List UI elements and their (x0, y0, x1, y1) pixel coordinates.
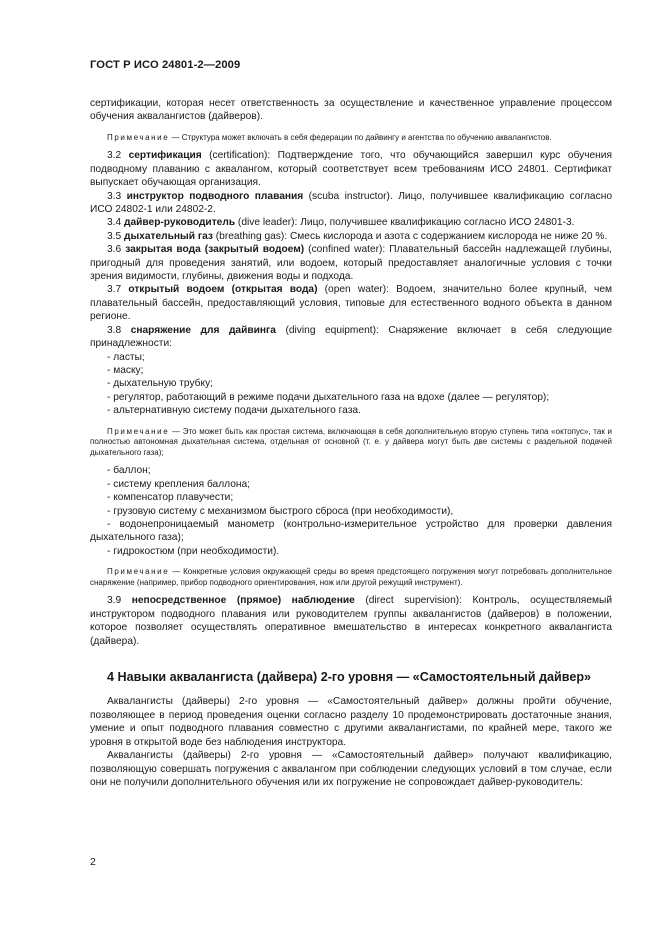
section-heading: 4 Навыки аквалангиста (дайвера) 2-го уровня — «Самостоятельный дайвер» (107, 669, 592, 684)
list-item: - систему крепления баллона; (107, 478, 250, 490)
definition-3-8: 3.8 снаряжение для дайвинга (diving equipment): Снаряжение включает в себя следующие принадлежности: (90, 324, 612, 350)
term: дыхательный газ (124, 230, 213, 242)
note-2 (90, 427, 612, 459)
note-1 (90, 133, 612, 144)
section-paragraph: Аквалангисты (дайверы) 2-го уровня — «Самостоятельный дайвер» должны пройти обучение, позволяющее в период проведения оценки согласно разделу 10 продемонстрировать достаточные знания, умение и опыт подводного плавания совместно с другими аквалангистами, по крайней мере, такого же уровня в открытой воде без наблюдения инструктора. (90, 696, 612, 748)
term: снаряжение для дайвинга (130, 324, 276, 336)
document-body (90, 97, 612, 789)
definition-3-4: 3.4 дайвер-руководитель (dive leader): Лицо, получившее квалификацию согласно ИСО 24801-3. (107, 217, 575, 229)
definition-3-3: 3.3 инструктор подводного плавания (scuba instructor). Лицо, получившее квалификацию согласно ИСО 24802-1 или 24802-2. (90, 190, 612, 216)
list-item: - баллон; (107, 465, 151, 477)
term: дайвер-руководитель (124, 217, 236, 229)
document-header: ГОСТ Р ИСО 24801-2—2009 (90, 59, 241, 71)
list-item: - компенсатор плавучести; (107, 492, 234, 504)
note-label: Примечание (107, 567, 170, 577)
term: открытый водоем (открытая вода) (128, 284, 318, 296)
term: сертификация (128, 150, 202, 162)
note-label: Примечание (107, 132, 170, 142)
definition-3-2: 3.2 сертификация (certification): Подтверждение того, что обучающийся завершил курс обучения подводному плаванию с аквалангом, который соответствует всем требованиям ИСО 24801. Сертификат выпускает обучающая организация. (90, 150, 612, 189)
list-item: - водонепроницаемый манометр (контрольно-измерительное устройство для проверки давления дыхательного газа); (90, 518, 612, 544)
section-paragraph: Аквалангисты (дайверы) 2-го уровня — «Самостоятельный дайвер» получают квалификацию, позволяющую совершать погружения с аквалангом при соблюдении следующих условий в том случае, если они не получили дополнительного обучения или их погружение не сопровождает дайвер-руководитель: (90, 750, 612, 788)
note-label: Примечание (107, 426, 170, 436)
list-item: - грузовую систему с механизмом быстрого сброса (при необходимости), (107, 505, 454, 517)
definition-3-7: 3.7 открытый водоем (открытая вода) (open water): Водоем, значительно более крупный, чем плавательный бассейн, предоставляющий условия, типовые для естественного водного объекта в данном регионе. (90, 284, 612, 323)
note-text: — Это может быть как простая система, включающая в себя дополнительную вторую ступень типа «октопус», так и полностью автономная дыхательная система, отдельная от основной (т. е. у дайвера могут быть две системы с раздельной подачей дыхательного газа); (90, 426, 612, 457)
term: инструктор подводного плавания (126, 190, 304, 202)
page-number: 2 (90, 856, 96, 868)
list-item: - дыхательную трубку; (107, 378, 213, 390)
note-3 (90, 567, 612, 588)
note-text: — Структура может включать в себя федерации по дайвингу и агентства по обучению аквалангистов. (169, 132, 552, 142)
list-item: - альтернативную систему подачи дыхательного газа. (107, 405, 361, 417)
definition-3-9: 3.9 непосредственное (прямое) наблюдение (direct supervision): Контроль, осуществляемый инструктором подводного плавания или руководителем группы аквалангистов (дайверов) в положении, которое позволяет осуществлять оперативное вмешательство в интересах конкретного аквалангиста (дайвера). (90, 595, 613, 647)
intro-paragraph: сертификации, которая несет ответственность за осуществление и качественное управление процессом обучения аквалангистов (дайверов). (90, 98, 612, 123)
list-item: - регулятор, работающий в режиме подачи дыхательного газа на вдохе (далее — регулятор); (107, 391, 550, 403)
note-text: — Конкретные условия окружающей среды во время предстоящего погружения могут потребовать дополнительное снаряжение (например, прибор подводного ориентирования, нож или другой режущий инструмент). (90, 567, 612, 587)
list-item: - маску; (107, 364, 144, 376)
term: закрытая вода (закрытый водоем) (125, 244, 305, 256)
list-item: - ласты; (107, 351, 145, 363)
definition-3-6: 3.6 закрытая вода (закрытый водоем) (confined water): Плавательный бассейн надлежащей глубины, пригодный для проведения занятий, или водоем, который предоставляет аналогичные условия с точки зрения видимости, глубины, движения воды и подхода. (90, 244, 612, 283)
list-item: - гидрокостюм (при необходимости). (107, 545, 280, 557)
term: непосредственное (прямое) наблюдение (131, 595, 355, 607)
definition-3-5: 3.5 дыхательный газ (breathing gas): Смесь кислорода и азота с содержанием кислорода не ниже 20 %. (107, 230, 608, 242)
